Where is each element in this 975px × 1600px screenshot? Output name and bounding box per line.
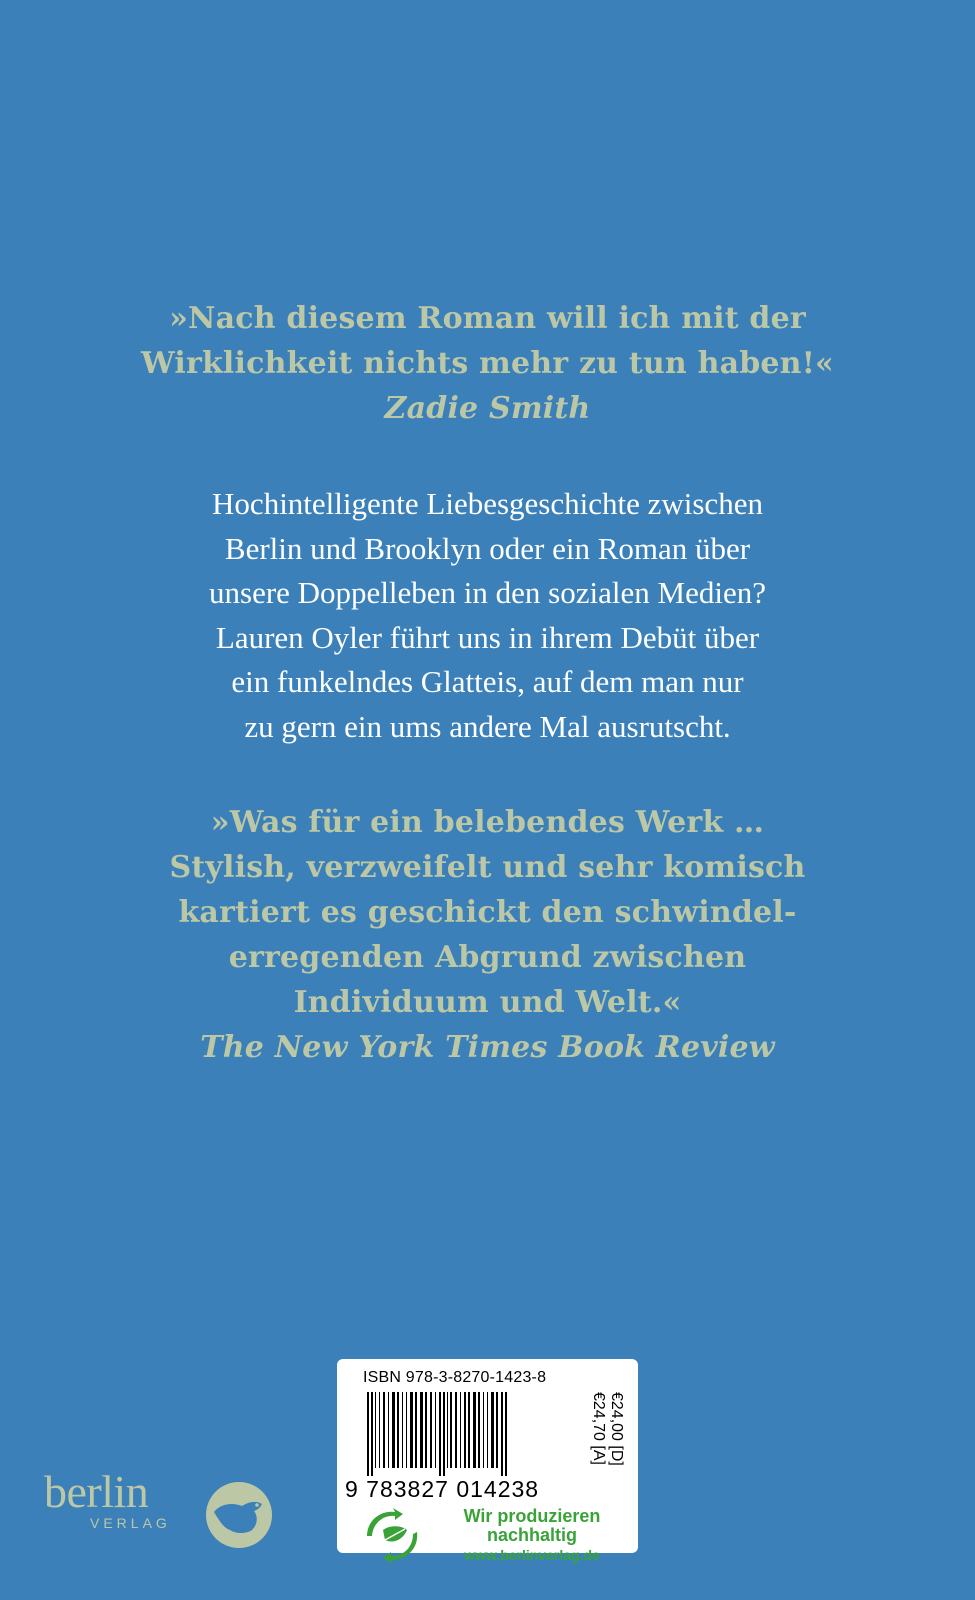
barcode-bar [406,1392,407,1468]
barcode-bar [430,1392,432,1468]
publisher-logo [44,1468,274,1558]
barcode-bar [439,1392,441,1476]
blurb-line: ein funkelndes Glatteis, auf dem man nur [231,664,744,699]
barcode-bar [371,1392,373,1476]
barcode-bar [415,1392,417,1468]
publisher-name: berlin [44,1466,149,1517]
isbn-text: ISBN 978-3-8270-1423-8 [363,1369,547,1386]
barcode [365,1392,593,1476]
publisher-sub: VERLAG [90,1515,171,1531]
barcode-bar [478,1392,480,1468]
barcode-label [337,1359,638,1563]
quote-line: Stylish, verzweifelt und sehr komisch [169,850,806,885]
barcode-bar [379,1392,380,1468]
price-germany: €24,00 [D] [608,1392,625,1466]
barcode-bar [473,1392,476,1468]
blurb-line: unsere Doppelleben in den sozialen Medien? [209,575,766,610]
barcode-bar [410,1392,413,1468]
review-quote-nyt [0,800,975,1070]
quote-line: »Was für ein belebendes Werk … [210,805,765,840]
barcode-bar [505,1392,507,1476]
price-column [590,1392,635,1502]
eco-line-2: nachhaltig [486,1525,577,1545]
review-quote-zadie-smith [0,296,975,431]
barcode-digits: 9 783827 014238 [345,1476,540,1502]
barcode-bar [402,1392,403,1468]
barcode-bar [397,1392,399,1468]
blurb-line: Lauren Oyler führt uns in ihrem Debüt über [215,619,760,655]
quote-source: Zadie Smith [384,391,591,426]
barcode-bar [375,1392,376,1468]
quote-source: The New York Times Book Review [200,1030,775,1065]
barcode-bar [447,1392,448,1468]
barcode-bar [435,1392,436,1468]
barcode-bar [496,1392,498,1468]
quote-line: erregenden Abgrund zwischen [228,940,747,975]
berlin-bear-icon [202,1478,276,1552]
quote-line: Wirklichkeit nichts mehr zu tun haben!« [140,346,835,381]
blurb-line: zu gern ein ums andere Mal ausrutscht. [244,708,731,744]
barcode-bar [420,1392,423,1468]
barcode-bar [425,1392,427,1468]
barcode-bar [460,1392,461,1468]
barcode-bar [367,1392,369,1476]
blurb-line: Berlin und Brooklyn oder ein Roman über [224,530,751,566]
barcode-bar [455,1392,457,1468]
eco-line-1: Wir produzieren [463,1506,601,1526]
barcode-bar [443,1392,445,1476]
eco-url: www.berlinverlag.de [464,1547,600,1563]
barcode-bar [383,1392,385,1468]
barcode-bar [501,1392,503,1476]
quote-line: »Nach diesem Roman will ich mit der [169,301,806,336]
barcode-bar [487,1392,488,1468]
barcode-bar [450,1392,452,1468]
eco-message [437,1507,627,1565]
barcode-bar [483,1392,484,1468]
barcode-bar [464,1392,466,1468]
barcode-bar [392,1392,395,1468]
recycle-leaf-icon [359,1506,425,1564]
barcode-bar [491,1392,494,1468]
book-blurb [0,482,975,749]
quote-line: kartiert es geschickt den schwindel- [178,895,797,930]
price-austria: €24,70 [A] [590,1392,607,1465]
quote-line: Individuum und Welt.« [293,985,682,1020]
barcode-bar [388,1392,389,1468]
blurb-line: Hochintelligente Liebesgeschichte zwischen [212,486,763,521]
barcode-bar [468,1392,470,1468]
